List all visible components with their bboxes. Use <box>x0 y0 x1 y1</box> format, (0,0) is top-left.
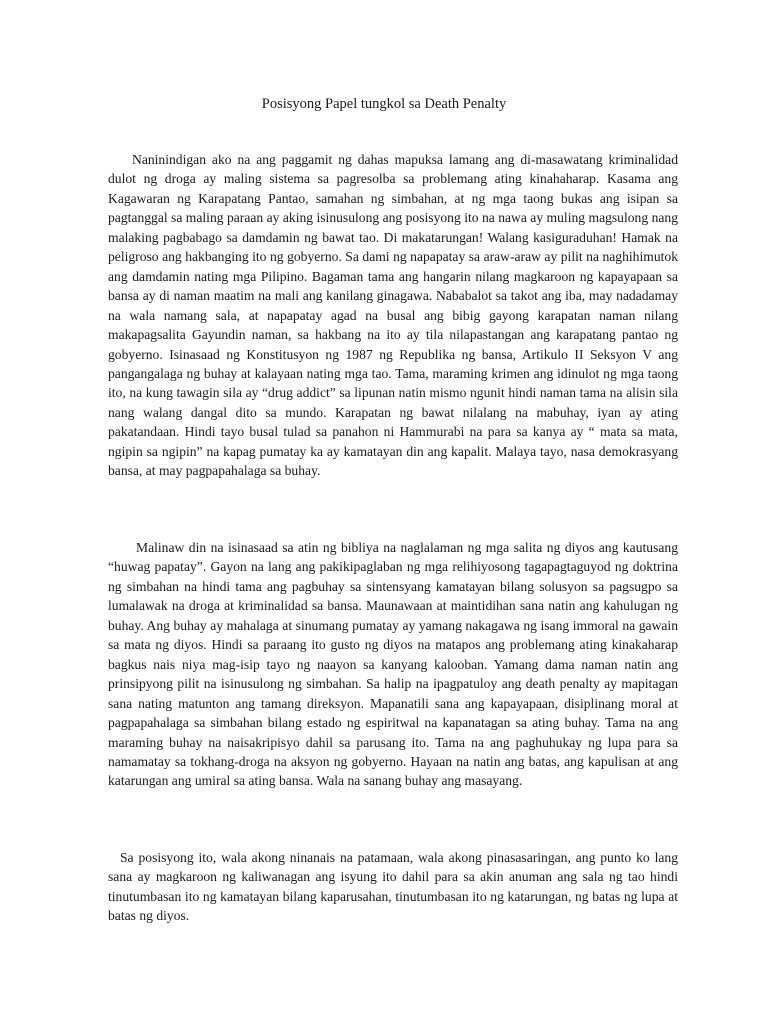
paragraph-2: Malinaw din na isinasaad sa atin ng bibliya na naglalaman ng mga salita ng diyos ang kautusang “huwag papatay”. Gayon na lang ang pakikipaglaban ng mga relihiyosong tagapagtaguyod ng doktrina ng simbahan na hindi tama ang pagbuhay sa sintensyang kamatayan bilang solusyon sa pagsugpo sa lumalawak na droga at kriminalidad sa bansa. Maunawaan at maintidihan sana natin ang kahulugan ng buhay. Ang buhay ay mahalaga at sinumang pumatay ay yamang nakagawa ng isang immoral na gawain sa mata ng diyos. Hindi sa paraang ito gusto ng diyos na matapos ang problemang ating kinakaharap bagkus nais niya mag-isip tayo ng naayon sa kanyang kalooban. Yamang dama naman natin ang prinsipyong pilit na isinusulong ng simbahan. Sa halip na ipagpatuloy ang death penalty ay mapitagan sana nating matunton ang tamang direksyon. Mapanatili sana ang kapayapaan, disiplinang moral at pagpapahalaga sa simbahan bilang estado ng espiritwal na kapanatagan sa ating buhay. Tama na ang maraming buhay na naisakripisyo dahil sa parusang ito. Tama na ang paghuhukay ng lupa para sa namamatay sa tokhang-droga na aksyon ng gobyerno. Hayaan na natin ang batas, ang kapulisan at ang katarungan ang umiral sa ating bansa. Wala na sanang buhay ang masayang. <box>108 540 678 789</box>
paragraph-1: Naninindigan ako na ang paggamit ng dahas mapuksa lamang ang di-masawatang kriminalidad dulot ng droga ay maling sistema sa pagresolba sa problemang ating kinahaharap. Kasama ang Kagawaran ng Karapatang Pantao, samahan ng simbahan, at ng mga taong bukas ang isipan sa pagtanggal sa maling paraan ay aking isinusulong ang posisyong ito na nawa ay muling magsulong nang malaking pagbabago sa damdamin ng bawat tao. Di makatarungan! Walang kasiguraduhan! Hamak na peligroso ang hakbanging ito ng gobyerno. Sa dami ng napapatay sa araw-araw ay pilit na naghihimutok ang damdamin nating mga Pilipino. Bagaman tama ang hangarin nilang magkaroon ng kapayapaan sa bansa ay di naman maatim na mali ang kanilang ginagawa. Nababalot sa takot ang iba, may nadadamay na wala namang sala, at napapatay agad na busal ang bibig gayong karapatan naman nilang makapagsalita Gayundin naman, sa hakbang na ito ay tila nilapastangan ang karapatang pantao ng gobyerno. Isinasaad ng Konstitusyon ng 1987 ng Republika ng bansa, Artikulo II Seksyon V ang pangangalaga ng buhay at kalayaan nating mga tao. Tama, maraming krimen ang idinulot ng mga taong ito, na kung tawagin sila ay “drug addict” sa lipunan natin mismo ngunit hindi naman tama na alisin sila nang walang dangal dito sa mundo. Karapatan ng bawat nilalang na mabuhay, iyan ay ating pakatandaan. Hindi tayo busal tulad sa panahon ni Hammurabi na para sa kanya ay “ mata sa mata, ngipin sa ngipin” na kapag pumatay ka ay kamatayan din ang kapalit. Malaya tayo, nasa demokrasyang bansa, at may pagpapahalaga sa buhay. <box>108 152 678 479</box>
document-title: Posisyong Papel tungkol sa Death Penalty <box>261 96 507 112</box>
paragraph-3: Sa posisyong ito, wala akong ninanais na patamaan, wala akong pinasasaringan, ang punto ko lang sana ay magkaroon ng kaliwanagan ang isyung ito dahil para sa akin anuman ang sala ng tao hindi tinutumbasan ito ng kamatayan bilang kaparusahan, tinutumbasan ito ng katarungan, ng batas ng lupa at batas ng diyos. <box>108 850 678 924</box>
